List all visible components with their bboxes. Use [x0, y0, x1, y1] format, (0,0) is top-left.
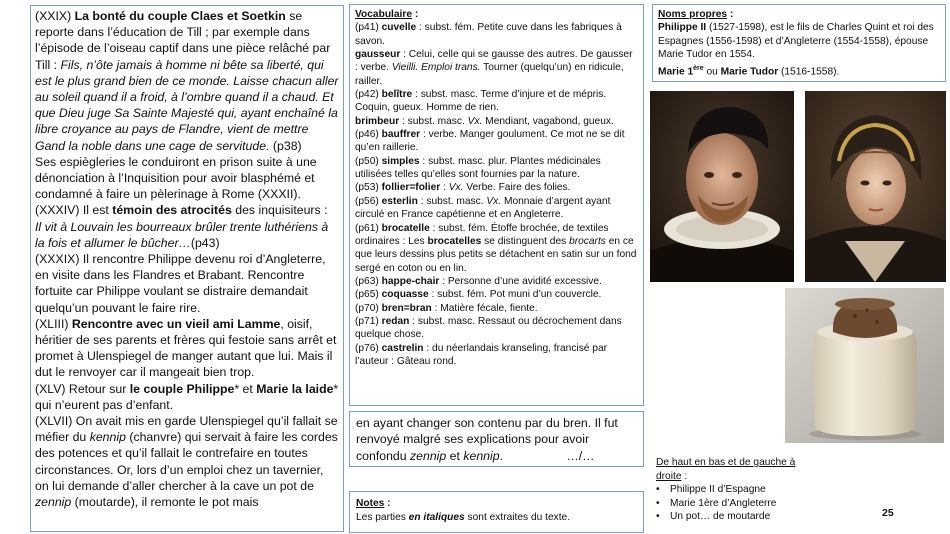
caption-item: • Philippe II d’Espagne — [656, 483, 816, 497]
vocab-term: redan — [381, 315, 410, 327]
heading-colon: : — [681, 470, 688, 482]
vocab-def: : Personne d’une avidité excessive. — [439, 275, 602, 287]
vocabulary-entry — [355, 181, 638, 194]
paragraph-xliii — [35, 316, 339, 381]
proper-nouns-panel — [652, 4, 946, 82]
quote-text: Fils, n’ôte jamais à homme ni bête sa liberté, qui est le plus grand bien de ce monde. Laisse chacun aller au soleil quand il a froid, à l’ombre quand il a chaud. Et que Dieu juge Sa Sainte Majesté qui, ayant enchaîné la libre croyance au pays de Flandre, vient de mettre Gand la noble dans une cage de servitude. — [35, 57, 339, 153]
vocab-def: : subst. masc. Terme d’injure et de mépris. Coquin, gueux. Homme de rien. — [355, 89, 607, 114]
caption-list — [656, 483, 816, 524]
body-text: (XLV) Retour sur — [35, 381, 130, 396]
vocab-def: : verbe. Manger goulument. Ce mot ne se dit qu’en raillerie. — [355, 129, 625, 154]
body-text: se reporte dans l’éducation de Till ; par exemple dans l’épisode de l’oiseau captif dans une pièce relâché par Till : — [35, 9, 331, 72]
vocabulary-entry — [355, 115, 638, 128]
vocabulary-entry — [355, 315, 638, 342]
bold-phrase: le couple Philippe — [129, 381, 235, 396]
body-text: des inquisiteurs : — [231, 203, 328, 218]
vocab-term: bauffrer — [381, 129, 421, 141]
paragraph-xlvii — [35, 413, 339, 510]
vocab-def: : subst. masc. Ressaut ou décrochement dans quelque chose. — [355, 315, 622, 341]
heading-colon: : — [727, 9, 734, 20]
vocab-def2: se distinguent des — [481, 235, 570, 247]
vocab-it: Vieilli. Emploi trans. — [391, 62, 481, 74]
vocab-term: simples — [381, 155, 420, 167]
vocabulary-entry — [355, 195, 638, 222]
notes-text — [356, 511, 637, 525]
vocab-def: : — [440, 182, 449, 194]
vocabulary-entry — [355, 222, 638, 275]
paragraph-xxix — [35, 8, 339, 154]
vocabulary-entry — [355, 302, 638, 315]
vocab-def: : subst. fém. Étoffe brochée, de textiles ordinaires : Les — [355, 222, 609, 247]
mustard-pot-illustration — [785, 288, 944, 443]
caption-heading: De haut en bas et de gauche à droite — [656, 457, 796, 482]
vocabulary-entry — [355, 21, 638, 48]
continued-marker: …/… — [566, 448, 595, 463]
proper-nouns-title — [658, 8, 940, 21]
italic-word: kennip — [89, 430, 126, 445]
vocabulary-entry — [355, 288, 638, 301]
vocabulary-heading: Vocabulaire — [355, 9, 412, 20]
italic-word: zennip — [410, 448, 447, 463]
notes-title — [356, 497, 637, 511]
vocab-term: esterlin — [381, 195, 418, 207]
vocab-pre: (p71) — [355, 315, 382, 327]
vocab-pre: (p42) — [355, 89, 382, 101]
paragraph-xlv — [35, 381, 339, 413]
vocab-term: belître — [381, 89, 413, 101]
name-marie: Marie 1 — [658, 66, 694, 78]
proper-nouns-heading: Noms propres — [658, 9, 728, 20]
vocabulary-entry — [355, 48, 638, 88]
paragraph-xxxix: (XXXIX) Il rencontre Philippe devenu roi d’Angleterre, en visite dans les Flandres et Brabant. Rencontre fortuite car Philippe voulant se distraire demandait quelqu’un pouvant le faire rire. — [35, 252, 326, 315]
vocab-term: follier=folier — [381, 182, 441, 194]
vocab-pre: (p41) — [355, 22, 382, 34]
notes-text-part: sont extraites du texte. — [464, 512, 571, 523]
vocab-def: : subst. masc. plur. Plantes médicinales utilisées telles qu’elles sont fournies par la nature. — [355, 155, 601, 181]
vocab-pre: (p53) — [355, 182, 382, 194]
vocab-term: castrelin — [381, 342, 424, 354]
heading-colon: : — [412, 9, 419, 20]
vocab-it: Vx. — [486, 195, 502, 207]
vocab-def: : du néerlandais kranseling, francisé par l’auteur : Gâteau rond. — [355, 342, 608, 367]
vocab-pre: (p65) — [355, 289, 382, 301]
entry-marie — [658, 62, 940, 79]
mustard-pot-image — [785, 288, 944, 443]
body-text: * qui n’eurent pas d’enfant. — [35, 381, 339, 412]
vocab-term: bren=bran — [381, 302, 432, 314]
page-ref: (p38) — [269, 138, 302, 153]
vocab-term: brimbeur — [355, 115, 400, 127]
vocab-pre: (p61) — [355, 222, 382, 234]
page-ref: (p43) — [190, 235, 220, 250]
marie-tudor-portrait-illustration — [805, 91, 946, 282]
chapter-ref: (XLIII) — [35, 316, 72, 331]
notes-heading: Notes — [356, 498, 385, 509]
vocabulary-title — [355, 8, 638, 21]
main-text-panel — [30, 5, 344, 532]
vocab-def2: Tourner (quelqu’un) en ridicule, railler. — [355, 62, 624, 87]
body-text: . — [499, 448, 504, 463]
philippe-portrait-image — [650, 91, 794, 282]
vocab-def: : subst. fém. Petite cuve dans les fabriques à savon. — [355, 22, 622, 47]
vocab-pre: (p56) — [355, 195, 382, 207]
italic-word: kennip — [463, 448, 500, 463]
entry-text: ou — [703, 66, 721, 78]
vocab-it: Vx. — [467, 115, 483, 127]
vocabulary-panel — [349, 4, 644, 406]
vocab-term: cuvelle — [381, 22, 417, 34]
vocab-term: gausseur — [355, 49, 401, 61]
bold-phrase: témoin des atrocités — [112, 203, 232, 218]
vocab-def3: en ce que leurs dessins plus petits se détachent en satin sur un fond sergé en coton ou en lin. — [355, 235, 637, 274]
vocab-pre: (p70) — [355, 302, 382, 314]
name-marie-tudor: Marie Tudor — [720, 66, 779, 78]
paragraph-prison: Ses espiègleries le conduiront en prison suite à une dénonciation à l’Inquisition pour avoir blasphémé et condamné à faire un pèlerinage à Rome (XXXII). — [35, 154, 317, 202]
quote-text: Il vit à Louvain les bourreaux brûler trente luthériens à la fois et allumer le bûcher… — [35, 219, 329, 250]
vocabulary-entry — [355, 155, 638, 182]
vocab-def: : subst. fém. Pot muni d’un couvercle. — [428, 289, 602, 301]
vocab-def: : Matière fécale, fiente. — [431, 302, 538, 314]
vocab-it: Vx. — [448, 182, 464, 194]
image-caption — [656, 456, 816, 524]
vocab-pre: (p63) — [355, 275, 382, 287]
vocab-def: : subst. masc. — [399, 115, 468, 127]
body-text: et — [446, 448, 464, 463]
paragraph-xxxiv — [35, 202, 339, 251]
vocab-def2: Monnaie d’argent ayant circulé en France capétienne et en Angleterre. — [355, 195, 611, 221]
body-text: (moutarde), il remonte le pot mais — [71, 495, 259, 510]
vocab-term: coquasse — [381, 289, 429, 301]
vocabulary-list — [355, 21, 638, 368]
caption-title — [656, 456, 816, 483]
body-text: , oisif, héritier de ses parents et frères qui festoie sans arrêt et promet à Ulenspiegel de manger autant que lui. Mais il dut le renvoyer car il mangeait bien trop. — [35, 316, 337, 380]
entry-philippe — [658, 21, 940, 61]
italic-word: zennip — [35, 495, 72, 510]
name-philippe: Philippe II — [658, 22, 707, 34]
notes-emphasis: en italiques — [408, 512, 465, 523]
notes-text-part: Les parties — [356, 512, 409, 523]
body-text: en ayant changer son contenu par du bren. Il fut renvoyé malgré ses explications pour avoir confondu — [356, 416, 618, 463]
vocab-def2: Mendiant, vagabond, gueux. — [482, 115, 614, 127]
body-text: (chanvre) qui servait à faire les cordes des potences et qu’il fallait le contrefaire en toutes circonstances. Or, lors d’un emploi chez un tavernier, on lui demande d’aller chercher à la cave un pot de — [35, 430, 338, 493]
vocabulary-entry — [355, 342, 638, 369]
body-text: * et — [234, 381, 257, 396]
page-number: 25 — [882, 507, 894, 519]
vocabulary-entry — [355, 88, 638, 115]
chapter-ref: (XXIX) — [35, 9, 75, 23]
vocab-def2: Verbe. Faire des folies. — [463, 182, 571, 194]
ordinal-suffix: ère — [693, 64, 704, 72]
vocab-term: happe-chair — [381, 275, 440, 287]
bold-phrase: Rencontre avec un vieil ami Lamme — [71, 316, 281, 331]
bold-phrase: Marie la laide — [256, 381, 334, 396]
vocab-pre: (p50) — [355, 155, 382, 167]
caption-item: • Marie 1ère d’Angleterre — [656, 497, 816, 511]
vocab-def: : Celui, celle qui se gausse des autres. De gausser : verbe. — [355, 49, 633, 74]
philippe-portrait-illustration — [650, 91, 794, 282]
entry-text: (1516-1558). — [778, 66, 840, 78]
vocab-pre: (p46) — [355, 129, 382, 141]
vocab-term2: brocatelles — [427, 235, 482, 247]
body-text: (XXXIV) Il est — [35, 203, 113, 218]
vocab-def: : subst. masc. — [417, 195, 487, 207]
body-text: (XLVII) On avait mis en garde Ulenspiegel qu’il fallait se méfier du — [35, 414, 338, 445]
bold-phrase: La bonté du couple Claes et Soetkin — [74, 9, 286, 23]
vocab-it2: brocarts — [569, 235, 606, 247]
continuation-panel — [349, 411, 644, 467]
vocab-term: brocatelle — [381, 222, 430, 234]
notes-panel — [349, 491, 644, 533]
vocab-pre: (p76) — [355, 342, 382, 354]
entry-text: (1527-1598), est le fils de Charles Quint et roi des Espagnes (1556-1598) et d’Angleterre (1554-1558), épouse Marie Tudor en 1554. — [658, 22, 934, 61]
vocabulary-entry — [355, 275, 638, 288]
marie-tudor-portrait-image — [805, 91, 946, 282]
caption-item: • Un pot… de moutarde — [656, 510, 816, 524]
heading-colon: : — [384, 498, 391, 509]
vocabulary-entry — [355, 128, 638, 155]
